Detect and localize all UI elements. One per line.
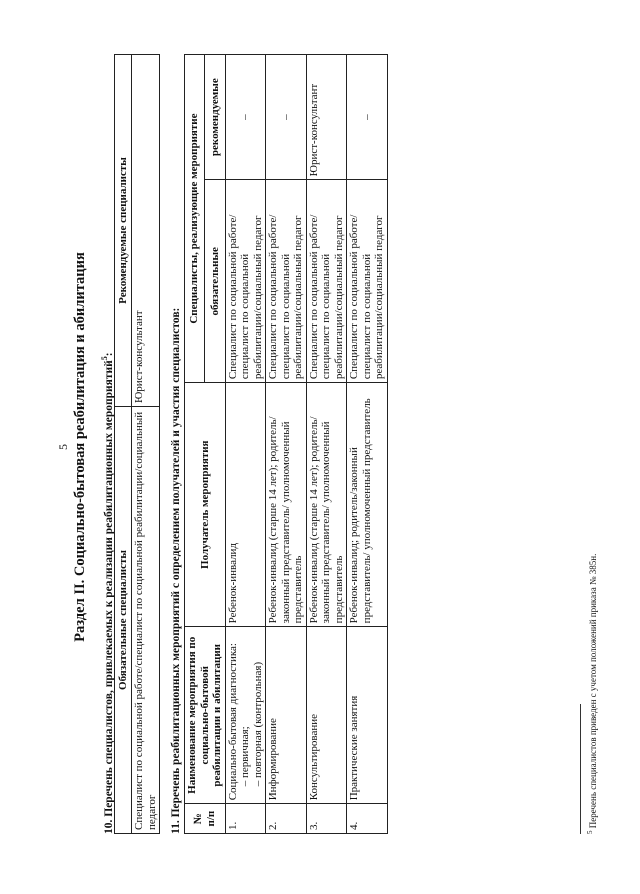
measure-name: Практические занятия [347,627,388,804]
recommended-specialists-cell: – [347,55,388,180]
measure-name [225,627,266,804]
recipient-cell: Ребенок-инвалид (старше 14 лет); родитель/законный представитель/ уполномоченный представитель [306,383,347,627]
footnote-divider [580,704,581,834]
row-number: 3. [306,804,347,834]
measures-table [184,54,388,834]
table-row [306,55,347,834]
required-specialists-cell: Специалист по социальной работе/специалист по социальной реабилитации/социальный педагог [132,407,160,834]
measure-subitem: – повторная (контрольная) [251,661,264,787]
section-title: Раздел II. Социально-бытовая реабилитация и абилитация [72,252,88,642]
measure-name-text: Социально-бытовая диагностика: [226,643,239,801]
table-header-row [185,55,205,834]
section-10-heading [100,352,115,834]
column-header-number: № п/п [185,804,226,834]
footnote-mark: 5 [586,830,594,834]
table-row [225,55,266,834]
required-specialists-cell: Специалист по социальной работе/специалист по социальной реабилитации/социальный педагог [347,180,388,383]
table-row [132,55,160,834]
recipient-cell: Ребенок-инвалид [225,383,266,627]
recipient-cell: Ребенок-инвалид; родитель/законный представитель/ уполномоченный представитель [347,383,388,627]
recommended-specialists-cell: – [225,55,266,180]
section-11-heading: 11. Перечень реабилитационных мероприятий с определением получателей и участия специалистов: [170,307,182,834]
footnote-text: Перечень специалистов приведен с учетом положений приказа № 385н. [588,553,598,831]
column-header-measure: Наименование мероприятия по социально-бытовой реабилитации и абилитации [185,627,226,804]
page-number: 5 [56,444,70,450]
recipient-cell: Ребенок-инвалид (старше 14 лет); родитель/законный представитель/ уполномоченный представитель [266,383,307,627]
table-row [266,55,307,834]
row-number: 4. [347,804,388,834]
column-header-required: обязательные [205,180,225,383]
table-row [347,55,388,834]
footnote [586,554,598,834]
section-10-heading-text: 10. Перечень специалистов, привлекаемых к реализации реабилитационных мероприятий [102,360,115,834]
row-number: 2. [266,804,307,834]
recommended-specialists-cell: Юрист-консультант [132,55,160,407]
required-specialists-cell: Специалист по социальной работе/специалист по социальной реабилитации/социальный педагог [306,180,347,383]
footnote-ref: 5 [100,356,109,361]
column-header-specialists: Специалисты, реализующие мероприятие [185,55,205,383]
column-header-recommended: рекомендуемые [205,55,225,180]
measure-subitem: – первичная; [239,726,251,787]
column-header-required: Обязательные специалисты [115,407,132,834]
required-specialists-cell: Специалист по социальной работе/специалист по социальной реабилитации/социальный педагог [225,180,266,383]
table-header-row [115,55,132,834]
measure-name: Консультирование [306,627,347,804]
section-10-heading-tail: : [102,352,115,357]
recommended-specialists-cell: – [266,55,307,180]
specialists-table [114,54,160,834]
row-number: 1. [225,804,266,834]
required-specialists-cell: Специалист по социальной работе/специалист по социальной реабилитации/социальный педагог [266,180,307,383]
column-header-recommended: Рекомендуемые специалисты [115,55,132,407]
column-header-recipient: Получатель мероприятия [185,383,226,627]
measure-name: Информирование [266,627,307,804]
recommended-specialists-cell: Юрист-консультант [306,55,347,180]
